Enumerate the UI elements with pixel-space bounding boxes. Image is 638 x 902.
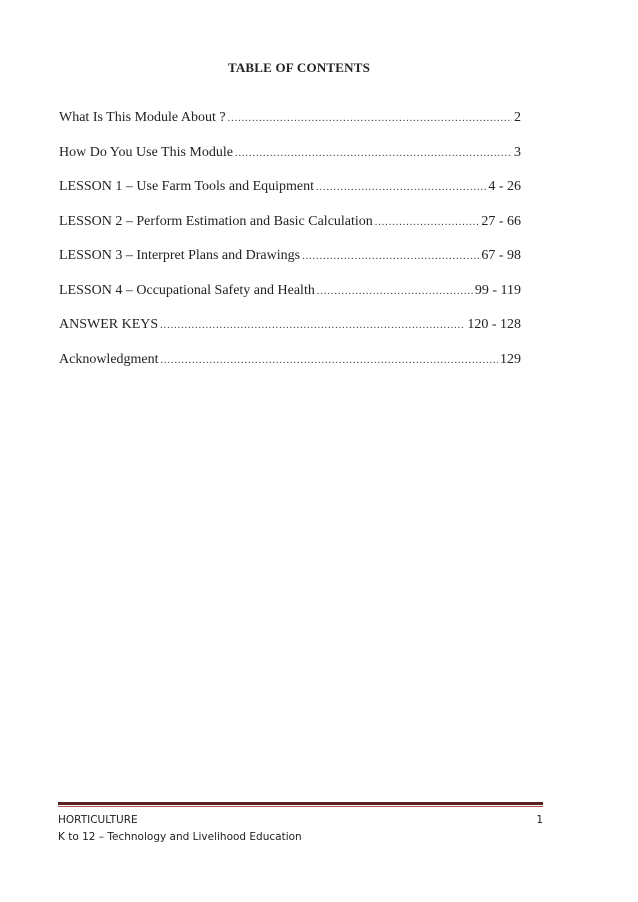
footer-course: K to 12 – Technology and Livelihood Education	[58, 831, 302, 843]
dot-leader	[160, 320, 465, 331]
toc-entry-page: 4 - 26	[488, 179, 521, 194]
toc-entry-module-about	[59, 110, 521, 145]
dot-leader	[228, 113, 512, 124]
toc-entry-lesson-1	[59, 179, 521, 214]
dot-leader	[317, 286, 473, 297]
dot-leader	[316, 182, 486, 193]
toc-entry-lesson-2	[59, 214, 521, 249]
toc-entry-page: 2	[514, 110, 521, 125]
page-title: TABLE OF CONTENTS	[227, 60, 371, 75]
toc-entry-label: What Is This Module About ?	[59, 110, 226, 125]
toc-entry-how-to-use	[59, 145, 521, 180]
table-of-contents	[59, 110, 521, 386]
toc-entry-page: 27 - 66	[481, 213, 521, 229]
toc-entry-answer-keys	[59, 317, 521, 352]
toc-entry-label: How Do You Use This Module	[59, 144, 233, 160]
toc-entry-acknowledgment	[59, 352, 521, 387]
toc-entry-page: 99 - 119	[474, 282, 521, 298]
toc-entry-lesson-3	[59, 248, 521, 283]
toc-entry-label: LESSON 4 – Occupational Safety and Health	[59, 282, 315, 298]
footer-subject: HORTICULTURE	[58, 814, 138, 826]
footer-divider	[58, 802, 543, 805]
toc-entry-label: LESSON 2 – Perform Estimation and Basic Calculation	[59, 213, 373, 229]
toc-entry-page: 3	[514, 144, 521, 160]
toc-entry-page: 67 - 98	[481, 248, 521, 263]
toc-entry-lesson-4	[59, 283, 521, 318]
toc-entry-label: LESSON 1 – Use Farm Tools and Equipment	[59, 179, 315, 194]
toc-entry-label: ANSWER KEYS	[59, 317, 159, 332]
toc-entry-label: Acknowledgment	[59, 351, 159, 367]
dot-leader	[235, 148, 512, 159]
toc-entry-page: 120 - 128	[467, 317, 521, 332]
dot-leader	[161, 355, 498, 366]
toc-entry-page: 129	[500, 351, 521, 367]
dot-leader	[375, 217, 480, 228]
page-number: 1	[536, 814, 543, 826]
footer-divider-thin	[58, 806, 543, 807]
toc-entry-label: LESSON 3 – Interpret Plans and Drawings	[59, 248, 301, 263]
page-footer	[58, 812, 543, 846]
dot-leader	[302, 251, 479, 262]
